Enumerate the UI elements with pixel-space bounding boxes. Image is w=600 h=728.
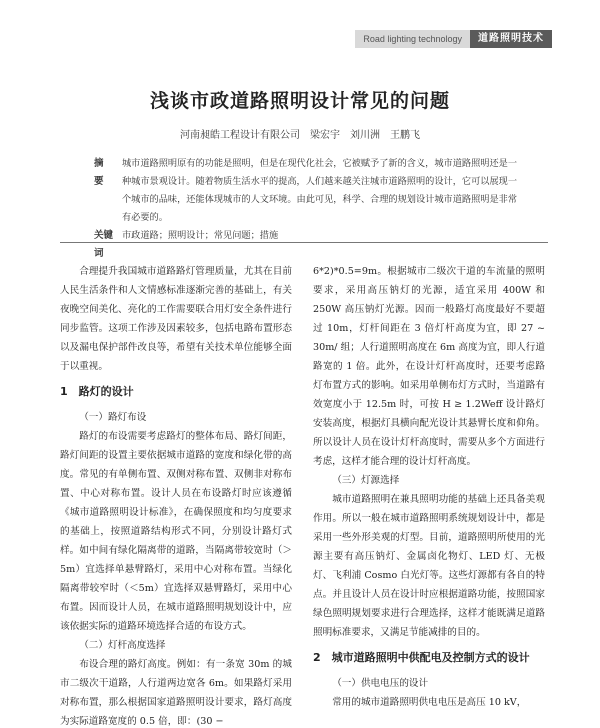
journal-section-en: Road lighting technology (355, 30, 470, 48)
article-title: 浅谈市政道路照明设计常见的问题 (149, 90, 450, 112)
abstract-text: 城市道路照明原有的功能是照明，但是在现代化社会，它被赋予了新的含义，城市道路照明还是一种城市景观设计。随着物质生活水平的提高，人们越来越关注城市道路照明的设计，它可以展现一个城市的品味，还能体现城市的人文环境。由此可见，科学、合理的规划设计城市道路照明是非常有必要的。 (122, 158, 518, 223)
body-paragraph: 布设合理的路灯高度。例如：有一条宽 30m 的城市二级次干道路，人行道两边宽各 6m。如果路灯采用对称布置，那么根据国家道路照明设计要求，路灯高度为实际道路宽度的 0.5 倍，即：(30 − (60, 659, 292, 727)
intro-paragraph: 合理提升我国城市道路路灯管理质量，尤其在目前人民生活条件和人文情感标准逐渐完善的基础上，有关夜晚空间美化、亮化的工作需要联合用灯安全条件进行同步监管。这项工作涉及因素较多，包括电路布置形态以及漏电保护部件改良等，希望有关技术单位能够全面于以重视。 (60, 266, 292, 372)
body-paragraph: 城市道路照明在兼具照明功能的基础上还具备美观作用。所以一般在城市道路照明系统规划设计中，都是采用一些外形美观的灯型。目前，道路照明所使用的光源主要有高压钠灯、金属卤化物灯、LED 灯、无极灯、飞利浦 Cosmo 白光灯等。这些灯源都有各自的特点。并且设计人员在设计时应根据道路功能，按照国家绿色照明规划要求进行合理选择，这样才能既满足道路照明标准要求，又满足节能减排的目的。 (313, 494, 545, 638)
section-heading-2: 2 城市道路照明中供配电及控制方式的设计 (313, 651, 530, 664)
body-paragraph: 路灯的布设需要考虑路灯的整体布局、路灯间距，路灯间距的设置主要依据城市道路的宽度和绿化带的高度。常见的有单侧布置、双侧对称布置、双侧非对称布置、中心对称布置。设计人员在布设路灯时应该遵循《城市道路照明设计标准》，在确保照度和均匀度要求的基础上，按照道路结构形式不同，分别设计路灯式样。如中间有绿化隔离带的道路，当隔离带较宽时（＞5m）宜选择单悬臂路灯，采用中心对称布置。当绿化隔离带较窄时（＜5m）宜选择双悬臂路灯，采用中心布置。因而设计人员，在城市道路照明规划设计中，应该依据实际的道路环境选择合适的布设方式。 (60, 431, 292, 632)
section-heading-1: 1 路灯的设计 (60, 385, 134, 398)
body-paragraph: 常用的城市道路照明供电电压是高压 10 kV， (332, 697, 527, 708)
divider-rule (60, 242, 548, 243)
abstract-block (94, 155, 524, 263)
journal-section-cn: 道路照明技术 (470, 30, 552, 48)
right-column (313, 262, 545, 712)
abstract-row (94, 155, 524, 227)
body-paragraph: 6*2)*0.5=9m。根据城市二级次干道的车流量的照明要求，采用高压钠灯的光源，适宜采用 400W 和 250W 高压钠灯光源。因而一般路灯高度最好不要超过 10m，灯杆间距在 3 倍灯杆高度为宜，即 27 ~ 30m/ 组；人行道照明高度在 6m 高度为宜，即人行道路宽的 1 倍。此外，在设计灯杆高度时，还要考虑路灯布置方式的影响。如采用单侧布灯方式时，当道路有效宽度小于 12.5m 时，可按 H ≥ 1.2Weff 设计路灯安装高度，根据灯具横向配光设计其悬臂长度和仰角。所以设计人员在设计灯杆高度时，需要从多个方面进行考虑，这样才能合理的设计灯杆高度。 (313, 266, 545, 467)
keywords-label: 关键词 (94, 230, 114, 259)
keywords-text: 市政道路；照明设计；常见问题；措施 (122, 230, 279, 241)
left-column (60, 262, 292, 728)
keywords-row (94, 227, 524, 263)
journal-header (355, 30, 552, 48)
subsection-heading: （三）灯源选择 (332, 475, 400, 486)
abstract-label: 摘 要 (94, 158, 114, 187)
subsection-heading: （一）路灯布设 (79, 412, 147, 423)
subsection-heading: （一）供电电压的设计 (332, 678, 429, 689)
subsection-heading: （二）灯杆高度选择 (79, 640, 166, 651)
article-authors: 河南昶皓工程设计有限公司 梁宏宇 刘川洲 王鹏飞 (180, 130, 420, 141)
